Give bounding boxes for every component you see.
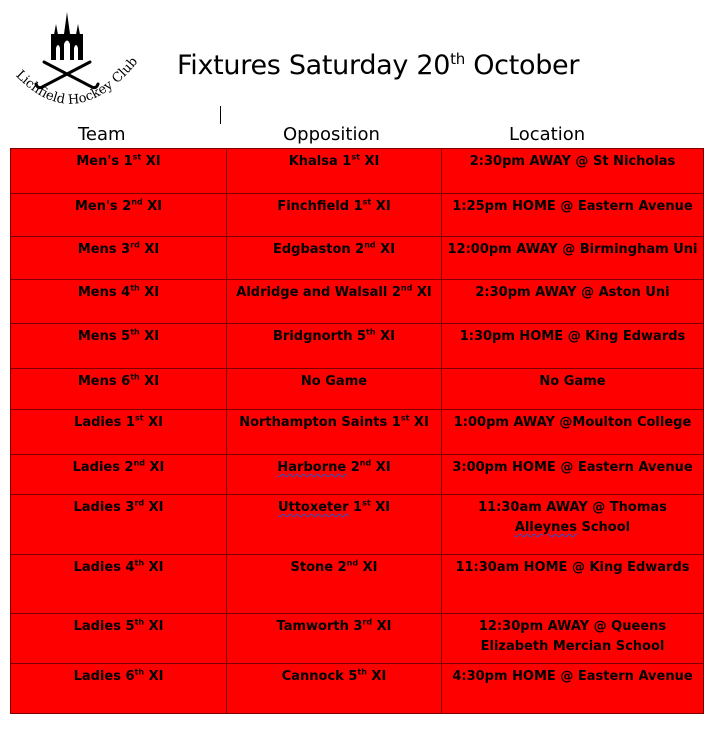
header-location: Location [509, 124, 586, 145]
opposition-cell: Tamworth 3rd XI [227, 614, 442, 664]
fixtures-table [10, 148, 704, 714]
team-cell: Men's 1st XI [11, 149, 227, 194]
fixture-row [11, 555, 704, 614]
team-cell: Ladies 3rd XI [11, 495, 227, 555]
opposition-cell: Edgbaston 2nd XI [227, 237, 442, 280]
opposition-cell: Khalsa 1st XI [227, 149, 442, 194]
location-cell: 2:30pm AWAY @ Aston Uni [442, 280, 704, 324]
header-team: Team [78, 124, 126, 145]
fixture-row [11, 237, 704, 280]
opposition-cell: Harborne 2nd XI [227, 455, 442, 495]
team-cell: Ladies 6th XI [11, 664, 227, 714]
location-cell: 3:00pm HOME @ Eastern Avenue [442, 455, 704, 495]
location-cell: 1:00pm AWAY @Moulton College [442, 410, 704, 455]
opposition-cell: Uttoxeter 1st XI [227, 495, 442, 555]
location-cell: 1:25pm HOME @ Eastern Avenue [442, 194, 704, 237]
fixture-row [11, 614, 704, 664]
location-cell: 11:30am AWAY @ Thomas Alleynes School [442, 495, 704, 555]
fixture-row [11, 495, 704, 555]
location-cell: No Game [442, 369, 704, 410]
svg-text:Lichfield Hockey Club [13, 54, 142, 107]
fixture-row [11, 455, 704, 495]
location-cell: 2:30pm AWAY @ St Nicholas [442, 149, 704, 194]
team-cell: Mens 5th XI [11, 324, 227, 369]
team-cell: Mens 6th XI [11, 369, 227, 410]
page-title: Fixtures Saturday 20th October [177, 50, 580, 81]
opposition-cell: Northampton Saints 1st XI [227, 410, 442, 455]
header-opposition: Opposition [283, 124, 380, 145]
opposition-cell: Finchfield 1st XI [227, 194, 442, 237]
team-cell: Men's 2nd XI [11, 194, 227, 237]
opposition-cell: Stone 2nd XI [227, 555, 442, 614]
opposition-cell: No Game [227, 369, 442, 410]
fixture-row [11, 410, 704, 455]
team-cell: Ladies 4th XI [11, 555, 227, 614]
team-cell: Ladies 2nd XI [11, 455, 227, 495]
location-cell: 1:30pm HOME @ King Edwards [442, 324, 704, 369]
text-cursor [220, 106, 221, 124]
fixture-row [11, 324, 704, 369]
fixture-row [11, 369, 704, 410]
team-cell: Ladies 5th XI [11, 614, 227, 664]
fixture-row [11, 664, 704, 714]
club-logo [4, 6, 144, 118]
club-name: Lichfield Hockey Club [12, 54, 142, 108]
team-cell: Mens 4th XI [11, 280, 227, 324]
location-cell: 12:30pm AWAY @ Queens Elizabeth Mercian School [442, 614, 704, 664]
team-cell: Ladies 1st XI [11, 410, 227, 455]
location-cell: 11:30am HOME @ King Edwards [442, 555, 704, 614]
fixture-row [11, 194, 704, 237]
fixture-row [11, 149, 704, 194]
team-cell: Mens 3rd XI [11, 237, 227, 280]
location-cell: 4:30pm HOME @ Eastern Avenue [442, 664, 704, 714]
opposition-cell: Cannock 5th XI [227, 664, 442, 714]
opposition-cell: Aldridge and Walsall 2nd XI [227, 280, 442, 324]
opposition-cell: Bridgnorth 5th XI [227, 324, 442, 369]
fixture-row [11, 280, 704, 324]
location-cell: 12:00pm AWAY @ Birmingham Uni [442, 237, 704, 280]
